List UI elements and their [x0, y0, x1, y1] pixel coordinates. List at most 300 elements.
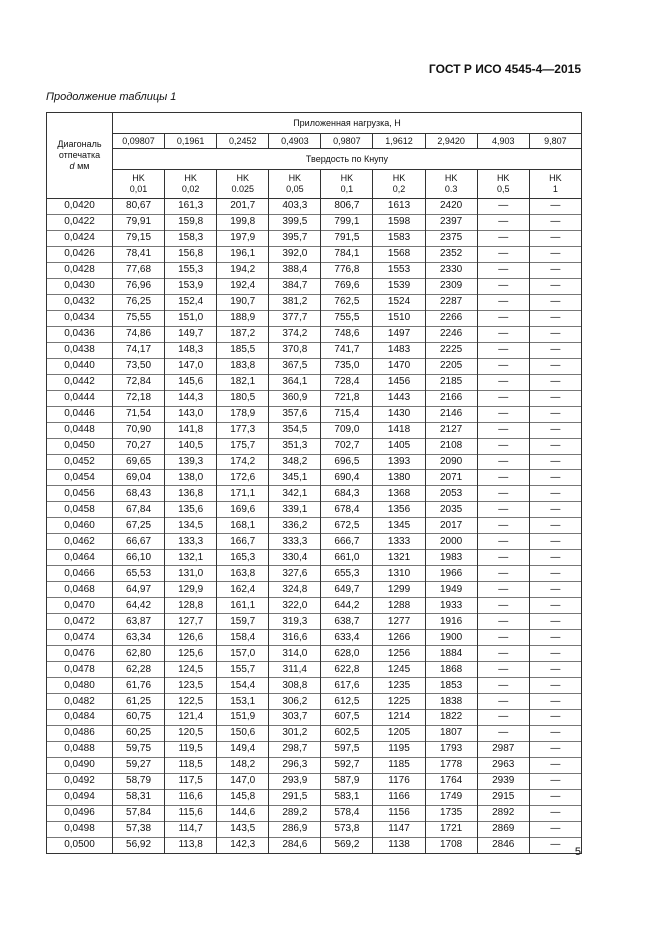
hardness-cell: 73,50	[113, 358, 165, 374]
hardness-cell: 364,1	[269, 374, 321, 390]
hardness-cell: 158,4	[217, 630, 269, 646]
table-row	[47, 502, 582, 518]
hardness-cell: 1345	[373, 518, 425, 534]
hardness-cell: 1356	[373, 502, 425, 518]
hardness-cell: 1456	[373, 374, 425, 390]
hardness-cell: 75,55	[113, 310, 165, 326]
hardness-cell: 762,5	[321, 294, 373, 310]
diagonal-cell: 0,0422	[47, 214, 113, 230]
hardness-cell: 153,1	[217, 694, 269, 710]
hardness-cell: 339,1	[269, 502, 321, 518]
hardness-cell: 70,27	[113, 438, 165, 454]
hardness-cell: —	[529, 230, 581, 246]
hardness-cell: —	[529, 678, 581, 694]
hardness-cell: 74,17	[113, 342, 165, 358]
hardness-cell: 311,4	[269, 662, 321, 678]
hardness-cell: 118,5	[165, 757, 217, 773]
hardness-cell: 1583	[373, 230, 425, 246]
hardness-cell: 135,6	[165, 502, 217, 518]
hardness-cell: 327,6	[269, 566, 321, 582]
hardness-cell: 163,8	[217, 566, 269, 582]
hardness-cell: 196,1	[217, 246, 269, 262]
hardness-cell: —	[477, 598, 529, 614]
table-row	[47, 310, 582, 326]
hardness-cell: 388,4	[269, 262, 321, 278]
hardness-cell: 72,18	[113, 390, 165, 406]
hardness-cell: 2309	[425, 278, 477, 294]
diagonal-cell: 0,0426	[47, 246, 113, 262]
hardness-cell: 61,25	[113, 694, 165, 710]
hardness-cell: 755,5	[321, 310, 373, 326]
diagonal-cell: 0,0430	[47, 278, 113, 294]
table-row	[47, 326, 582, 342]
hardness-cell: —	[529, 310, 581, 326]
hardness-cell: 1983	[425, 550, 477, 566]
hardness-cell: 127,7	[165, 614, 217, 630]
hardness-cell: 136,8	[165, 486, 217, 502]
hardness-cell: 2266	[425, 310, 477, 326]
hardness-cell: 1299	[373, 582, 425, 598]
table-row	[47, 454, 582, 470]
table-row	[47, 230, 582, 246]
table-row	[47, 789, 582, 805]
scale-load: 0.3	[444, 184, 458, 194]
hardness-cell: —	[529, 199, 581, 215]
hardness-cell: 174,2	[217, 454, 269, 470]
hardness-cell: 182,1	[217, 374, 269, 390]
scale-symbol: HK	[132, 173, 145, 183]
hardness-cell: 1949	[425, 582, 477, 598]
hardness-cell: 1235	[373, 678, 425, 694]
hardness-cell: 2225	[425, 342, 477, 358]
hardness-cell: —	[477, 199, 529, 215]
hardness-cell: —	[529, 486, 581, 502]
hardness-cell: 661,0	[321, 550, 373, 566]
hardness-cell: 2127	[425, 422, 477, 438]
scale-symbol: HK	[340, 173, 354, 183]
hardness-cell: 301,2	[269, 725, 321, 741]
hardness-cell: —	[477, 390, 529, 406]
diagonal-cell: 0,0432	[47, 294, 113, 310]
table-row	[47, 757, 582, 773]
hardness-cell: 791,5	[321, 230, 373, 246]
diagonal-cell: 0,0434	[47, 310, 113, 326]
hardness-cell: 159,7	[217, 614, 269, 630]
hardness-cell: —	[477, 342, 529, 358]
hardness-cell: —	[477, 518, 529, 534]
hardness-cell: 1256	[373, 646, 425, 662]
hardness-cell: 573,8	[321, 821, 373, 837]
hardness-cell: 62,28	[113, 662, 165, 678]
hardness-cell: 80,67	[113, 199, 165, 215]
hardness-cell: —	[477, 630, 529, 646]
hardness-cell: 147,0	[217, 773, 269, 789]
table-row	[47, 662, 582, 678]
scale-cell	[217, 170, 269, 199]
scale-cell	[113, 170, 165, 199]
scale-load: 0,1	[340, 184, 354, 194]
hardness-cell: 79,91	[113, 214, 165, 230]
hardness-cell: 169,6	[217, 502, 269, 518]
hardness-cell: 1147	[373, 821, 425, 837]
hardness-cell: 153,9	[165, 278, 217, 294]
hardness-cell: —	[529, 278, 581, 294]
hardness-cell: 74,86	[113, 326, 165, 342]
hardness-cell: —	[477, 566, 529, 582]
table-row	[47, 646, 582, 662]
hardness-cell: 769,6	[321, 278, 373, 294]
hardness-cell: 1405	[373, 438, 425, 454]
hardness-cell: 197,9	[217, 230, 269, 246]
diagonal-cell: 0,0450	[47, 438, 113, 454]
hardness-cell: 123,5	[165, 678, 217, 694]
hardness-cell: 172,6	[217, 470, 269, 486]
hardness-cell: —	[477, 262, 529, 278]
hardness-cell: 161,3	[165, 199, 217, 215]
hardness-cell: 728,4	[321, 374, 373, 390]
hardness-cell: 1966	[425, 566, 477, 582]
hardness-cell: 183,8	[217, 358, 269, 374]
hardness-cell: 286,9	[269, 821, 321, 837]
table-row	[47, 199, 582, 215]
hardness-cell: 166,7	[217, 534, 269, 550]
hardness-cell: 1524	[373, 294, 425, 310]
hardness-cell: 319,3	[269, 614, 321, 630]
table-row	[47, 550, 582, 566]
hardness-cell: 2017	[425, 518, 477, 534]
hardness-cell: 360,9	[269, 390, 321, 406]
hardness-cell: 638,7	[321, 614, 373, 630]
hardness-cell: 336,2	[269, 518, 321, 534]
hardness-cell: 2246	[425, 326, 477, 342]
hardness-cell: —	[477, 550, 529, 566]
hardness-cell: 64,97	[113, 582, 165, 598]
hardness-cell: —	[529, 710, 581, 726]
hardness-cell: 403,3	[269, 199, 321, 215]
hardness-cell: 2915	[477, 789, 529, 805]
hardness-cell: 1166	[373, 789, 425, 805]
hardness-cell: 2869	[477, 821, 529, 837]
diagonal-cell: 0,0498	[47, 821, 113, 837]
hardness-cell: 298,7	[269, 741, 321, 757]
hardness-cell: 2892	[477, 805, 529, 821]
hardness-cell: 1214	[373, 710, 425, 726]
hardness-cell: 587,9	[321, 773, 373, 789]
hardness-cell: 1288	[373, 598, 425, 614]
hardness-cell: —	[529, 837, 581, 853]
diagonal-symbol: d	[69, 161, 75, 171]
hardness-cell: —	[477, 454, 529, 470]
hardness-cell: 148,3	[165, 342, 217, 358]
table-caption: Продолжение таблицы 1	[46, 91, 177, 103]
hardness-cell: 1225	[373, 694, 425, 710]
hardness-cell: 633,4	[321, 630, 373, 646]
hardness-cell: 1497	[373, 326, 425, 342]
hardness-cell: 374,2	[269, 326, 321, 342]
hardness-cell: 156,8	[165, 246, 217, 262]
hardness-cell: 1321	[373, 550, 425, 566]
hardness-cell: —	[477, 438, 529, 454]
table-row	[47, 438, 582, 454]
hardness-cell: 1443	[373, 390, 425, 406]
diagonal-cell: 0,0436	[47, 326, 113, 342]
hardness-cell: 1266	[373, 630, 425, 646]
hardness-cell: 155,3	[165, 262, 217, 278]
hardness-cell: 392,0	[269, 246, 321, 262]
hardness-cell: —	[529, 550, 581, 566]
hardness-cell: 1735	[425, 805, 477, 821]
hardness-cell: 2185	[425, 374, 477, 390]
hardness-cell: 2330	[425, 262, 477, 278]
hardness-cell: 592,7	[321, 757, 373, 773]
scale-symbol: HK	[392, 173, 406, 183]
hardness-cell: 143,5	[217, 821, 269, 837]
diagonal-cell: 0,0500	[47, 837, 113, 853]
hardness-cell: 192,4	[217, 278, 269, 294]
hardness-cell: 56,92	[113, 837, 165, 853]
hardness-cell: 649,7	[321, 582, 373, 598]
diagonal-cell: 0,0464	[47, 550, 113, 566]
hardness-cell: —	[477, 278, 529, 294]
scale-cell	[529, 170, 581, 199]
load-cell: 0,2452	[217, 134, 269, 149]
hardness-cell: 145,6	[165, 374, 217, 390]
hardness-cell: 159,8	[165, 214, 217, 230]
hardness-cell: 2397	[425, 214, 477, 230]
table-row	[47, 534, 582, 550]
hardness-cell: 1764	[425, 773, 477, 789]
hardness-cell: 367,5	[269, 358, 321, 374]
hardness-cell: 158,3	[165, 230, 217, 246]
hardness-cell: 2035	[425, 502, 477, 518]
hardness-cell: —	[477, 294, 529, 310]
hardness-cell: 187,2	[217, 326, 269, 342]
hardness-cell: 569,2	[321, 837, 373, 853]
hardness-cell: 2352	[425, 246, 477, 262]
hardness-cell: 133,3	[165, 534, 217, 550]
diagonal-cell: 0,0482	[47, 694, 113, 710]
hardness-cell: 345,1	[269, 470, 321, 486]
diagonal-header-line2: отпечатка	[58, 150, 101, 160]
table-row	[47, 725, 582, 741]
hardness-cell: —	[477, 678, 529, 694]
table-row	[47, 262, 582, 278]
hardness-cell: —	[529, 582, 581, 598]
scale-load: 0,2	[392, 184, 406, 194]
hardness-cell: 1933	[425, 598, 477, 614]
hardness-cell: 128,8	[165, 598, 217, 614]
diagonal-cell: 0,0462	[47, 534, 113, 550]
hardness-cell: 1900	[425, 630, 477, 646]
diagonal-cell: 0,0448	[47, 422, 113, 438]
diagonal-cell: 0,0492	[47, 773, 113, 789]
table-row	[47, 773, 582, 789]
hardness-cell: 666,7	[321, 534, 373, 550]
hardness-cell: 145,8	[217, 789, 269, 805]
hardness-cell: 1853	[425, 678, 477, 694]
hardness-cell: 2375	[425, 230, 477, 246]
hardness-cell: 66,10	[113, 550, 165, 566]
hardness-cell: 1333	[373, 534, 425, 550]
hardness-cell: —	[477, 662, 529, 678]
hardness-cell: 330,4	[269, 550, 321, 566]
hardness-cell: —	[529, 262, 581, 278]
hardness-cell: 177,3	[217, 422, 269, 438]
hardness-cell: 628,0	[321, 646, 373, 662]
hardness-cell: 67,25	[113, 518, 165, 534]
hardness-cell: 351,3	[269, 438, 321, 454]
hardness-cell: 597,5	[321, 741, 373, 757]
hardness-cell: 138,0	[165, 470, 217, 486]
table-row	[47, 518, 582, 534]
hardness-cell: 2053	[425, 486, 477, 502]
hardness-cell: 69,04	[113, 470, 165, 486]
hardness-cell: 702,7	[321, 438, 373, 454]
scale-load: 0,05	[286, 184, 304, 194]
hardness-cell: 2420	[425, 199, 477, 215]
hardness-cell: 2987	[477, 741, 529, 757]
hardness-cell: —	[477, 486, 529, 502]
hardness-cell: 171,1	[217, 486, 269, 502]
table-row	[47, 837, 582, 853]
hardness-cell: —	[529, 294, 581, 310]
hardness-cell: 120,5	[165, 725, 217, 741]
hardness-cell: —	[477, 310, 529, 326]
hardness-cell: 678,4	[321, 502, 373, 518]
diagonal-cell: 0,0446	[47, 406, 113, 422]
hardness-cell: 60,75	[113, 710, 165, 726]
hardness-cell: 115,6	[165, 805, 217, 821]
hardness-cell: —	[529, 646, 581, 662]
table-row	[47, 710, 582, 726]
diagonal-cell: 0,0484	[47, 710, 113, 726]
hardness-cell: 201,7	[217, 199, 269, 215]
hardness-cell: —	[529, 566, 581, 582]
hardness-cell: 799,1	[321, 214, 373, 230]
hardness-cell: —	[477, 406, 529, 422]
diagonal-cell: 0,0440	[47, 358, 113, 374]
hardness-cell: 149,4	[217, 741, 269, 757]
hardness-cell: 175,7	[217, 438, 269, 454]
hardness-cell: —	[529, 789, 581, 805]
diagonal-cell: 0,0452	[47, 454, 113, 470]
table-row	[47, 678, 582, 694]
hardness-cell: 1598	[373, 214, 425, 230]
scale-symbol: HK	[496, 173, 510, 183]
hardness-cell: 68,43	[113, 486, 165, 502]
hardness-cell: —	[529, 406, 581, 422]
hardness-cell: 58,31	[113, 789, 165, 805]
hardness-cell: —	[529, 614, 581, 630]
hardness-cell: 126,6	[165, 630, 217, 646]
table-row	[47, 342, 582, 358]
load-cell: 1,9612	[373, 134, 425, 149]
hardness-cell: 147,0	[165, 358, 217, 374]
scale-load: 0,01	[129, 184, 148, 194]
hardness-cell: 381,2	[269, 294, 321, 310]
hardness-cell: 1176	[373, 773, 425, 789]
table-row	[47, 566, 582, 582]
hardness-cell: 129,9	[165, 582, 217, 598]
hardness-cell: —	[477, 614, 529, 630]
hardness-cell: 284,6	[269, 837, 321, 853]
hardness-cell: —	[529, 326, 581, 342]
hardness-cell: 690,4	[321, 470, 373, 486]
hardness-cell: 77,68	[113, 262, 165, 278]
hardness-cell: 67,84	[113, 502, 165, 518]
hardness-cell: 64,42	[113, 598, 165, 614]
hardness-cell: —	[529, 805, 581, 821]
hardness-cell: 1510	[373, 310, 425, 326]
hardness-cell: 1553	[373, 262, 425, 278]
load-cell: 0,1961	[165, 134, 217, 149]
hardness-cell: 583,1	[321, 789, 373, 805]
hardness-cell: 144,6	[217, 805, 269, 821]
diagonal-cell: 0,0420	[47, 199, 113, 215]
table-row	[47, 694, 582, 710]
scale-cell	[165, 170, 217, 199]
hardness-cell: 655,3	[321, 566, 373, 582]
hardness-cell: 63,34	[113, 630, 165, 646]
hardness-cell: 1380	[373, 470, 425, 486]
hardness-cell: 57,84	[113, 805, 165, 821]
diagonal-cell: 0,0468	[47, 582, 113, 598]
hardness-cell: —	[477, 502, 529, 518]
hardness-cell: 1368	[373, 486, 425, 502]
hardness-cell: 180,5	[217, 390, 269, 406]
hardness-cell: 1807	[425, 725, 477, 741]
hardness-cell: 715,4	[321, 406, 373, 422]
table-row	[47, 422, 582, 438]
diagonal-header-line1: Диагональ	[57, 139, 102, 149]
hardness-cell: —	[529, 741, 581, 757]
hardness-cell: 119,5	[165, 741, 217, 757]
hardness-cell: 2963	[477, 757, 529, 773]
hardness-cell: 154,4	[217, 678, 269, 694]
hardness-cell: 62,80	[113, 646, 165, 662]
hardness-cell: 1916	[425, 614, 477, 630]
hardness-cell: 2090	[425, 454, 477, 470]
diagonal-header	[47, 113, 113, 199]
hardness-cell: 2287	[425, 294, 477, 310]
hardness-cell: 399,5	[269, 214, 321, 230]
load-cell: 4,903	[477, 134, 529, 149]
hardness-cell: 607,5	[321, 710, 373, 726]
hardness-cell: 291,5	[269, 789, 321, 805]
hardness-cell: 72,84	[113, 374, 165, 390]
hardness-cell: 348,2	[269, 454, 321, 470]
diagonal-cell: 0,0456	[47, 486, 113, 502]
hardness-cell: —	[529, 470, 581, 486]
hardness-cell: —	[477, 358, 529, 374]
hardness-cell: —	[529, 214, 581, 230]
load-cell: 0,9807	[321, 134, 373, 149]
hardness-cell: 168,1	[217, 518, 269, 534]
hardness-cell: 152,4	[165, 294, 217, 310]
hardness-cell: 162,4	[217, 582, 269, 598]
hardness-cell: 132,1	[165, 550, 217, 566]
hardness-cell: —	[529, 246, 581, 262]
hardness-cell: 316,6	[269, 630, 321, 646]
hardness-cell: 114,7	[165, 821, 217, 837]
hardness-cell: 622,8	[321, 662, 373, 678]
hardness-cell: 161,1	[217, 598, 269, 614]
diagonal-cell: 0,0480	[47, 678, 113, 694]
hardness-cell: 65,53	[113, 566, 165, 582]
hardness-cell: —	[529, 358, 581, 374]
diagonal-cell: 0,0428	[47, 262, 113, 278]
hardness-cell: —	[477, 534, 529, 550]
